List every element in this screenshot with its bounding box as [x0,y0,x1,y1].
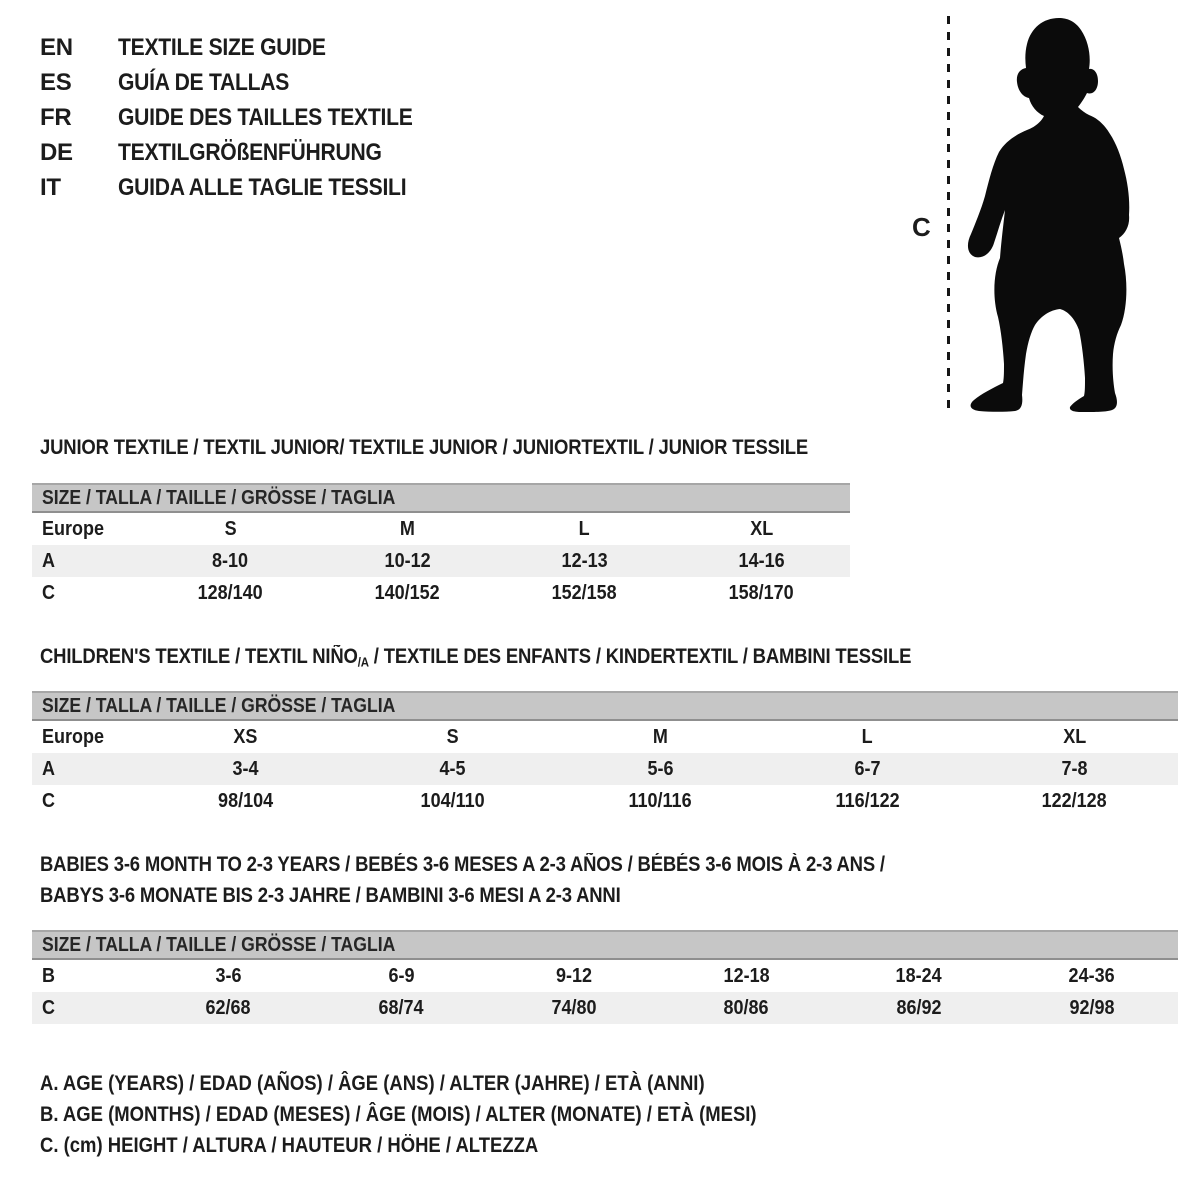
language-row [40,65,453,100]
language-title: TEXTILGRÖßENFÜHRUNG [118,139,382,166]
junior-section-title: JUNIOR TEXTILE / TEXTIL JUNIOR/ TEXTILE JUNIOR / JUNIORTEXTIL / JUNIOR TESSILE [40,436,809,459]
table-row-months [32,960,1178,992]
size-value: XS [233,726,258,748]
size-value: 92/98 [1069,997,1115,1019]
junior-size-table [32,483,850,609]
babies-size-table [32,930,1178,1024]
size-value: 98/104 [218,790,274,812]
size-value: 12-13 [561,550,608,572]
size-value: XL [749,518,774,540]
table-row-height [32,577,850,609]
size-table-header: SIZE / TALLA / TAILLE / GRÖSSE / TAGLIA [32,930,1178,960]
size-value: 12-18 [723,965,770,987]
size-table-header: SIZE / TALLA / TAILLE / GRÖSSE / TAGLIA [32,483,850,513]
size-table-header: SIZE / TALLA / TAILLE / GRÖSSE / TAGLIA [32,691,1178,721]
row-label: B [42,965,56,987]
size-value: 158/170 [728,582,795,604]
row-label: A [42,550,56,572]
language-title: GUÍA DE TALLAS [118,69,290,96]
size-value: 140/152 [374,582,441,604]
size-value: XL [1062,726,1086,748]
language-row [40,100,453,135]
size-value: S [446,726,459,748]
size-value: 6-9 [387,965,415,987]
size-value: 18-24 [895,965,943,987]
size-value: 116/122 [835,790,900,812]
language-title: GUIDE DES TAILLES TEXTILE [118,104,413,131]
toddler-silhouette [965,12,1130,412]
size-value: M [399,518,415,540]
legend-line-c: C. (cm) HEIGHT / ALTURA / HAUTEUR / HÖHE / ALTEZZA [40,1134,539,1157]
size-value: 24-36 [1068,965,1115,987]
legend [40,1068,854,1161]
size-value: 62/68 [205,997,251,1019]
language-title-list [40,30,453,205]
size-value: 122/128 [1041,790,1107,812]
language-row [40,135,453,170]
language-title: GUIDA ALLE TAGLIE TESSILI [118,174,407,201]
legend-line-a: A. AGE (YEARS) / EDAD (AÑOS) / ÂGE (ANS) / ALTER (JAHRE) / ETÀ (ANNI) [40,1072,705,1095]
language-code: ES [40,69,72,96]
size-value: L [861,726,873,748]
row-label: Europe [42,726,105,748]
size-value: 3-4 [232,758,259,780]
row-label: C [42,582,56,604]
height-dashed-line [947,16,950,416]
size-value: 10-12 [384,550,431,572]
row-label: Europe [42,518,105,540]
language-row [40,170,453,205]
size-value: 6-7 [854,758,881,780]
legend-line-b: B. AGE (MONTHS) / EDAD (MESES) / ÂGE (MOIS) / ALTER (MONATE) / ETÀ (MESI) [40,1103,757,1126]
size-value: 5-6 [646,758,674,780]
size-value: 3-6 [215,965,242,987]
size-value: 152/158 [551,582,618,604]
language-code: IT [40,174,61,201]
size-value: 86/92 [896,997,942,1019]
table-row-height [32,785,1178,817]
size-value: L [579,518,590,540]
table-row-europe [32,513,850,545]
children-size-table [32,691,1178,817]
size-value: 4-5 [439,758,466,780]
row-label: C [42,997,56,1019]
title-subscript: /A [357,654,369,670]
size-value: 104/110 [420,790,485,812]
size-value: 9-12 [555,965,592,987]
table-row-age [32,545,850,577]
table-row-height [32,992,1178,1024]
babies-section-title: BABIES 3-6 MONTH TO 2-3 YEARS / BEBÉS 3-6 MESES A 2-3 AÑOS / BÉBÉS 3-6 MOIS À 2-3 ANS / BABYS 3-6 MONATE BIS 2-3 JAHRE / BAMBINI 3-6 MESI A 2-3 ANNI [40,853,885,907]
size-value: 8-10 [212,550,249,572]
language-code: EN [40,34,73,61]
row-label: A [42,758,56,780]
table-row-age [32,753,1178,785]
language-code: DE [40,139,73,166]
size-value: 14-16 [738,550,785,572]
language-title: TEXTILE SIZE GUIDE [118,34,326,61]
height-measure-label: C [912,212,931,242]
size-value: 80/86 [723,997,769,1019]
size-value: 128/140 [197,582,264,604]
row-label: C [42,790,56,812]
table-row-europe [32,721,1178,753]
size-value: 110/116 [628,790,692,812]
language-code: FR [40,104,72,131]
size-value: 74/80 [551,997,597,1019]
children-section-title: CHILDREN'S TEXTILE / TEXTIL NIÑO/A / TEXTILE DES ENFANTS / KINDERTEXTIL / BAMBINI TESSILE [40,645,912,670]
size-value: 7-8 [1061,758,1088,780]
size-value: S [224,518,237,540]
size-value: 68/74 [378,997,424,1019]
size-value: M [652,726,668,748]
language-row [40,30,453,65]
